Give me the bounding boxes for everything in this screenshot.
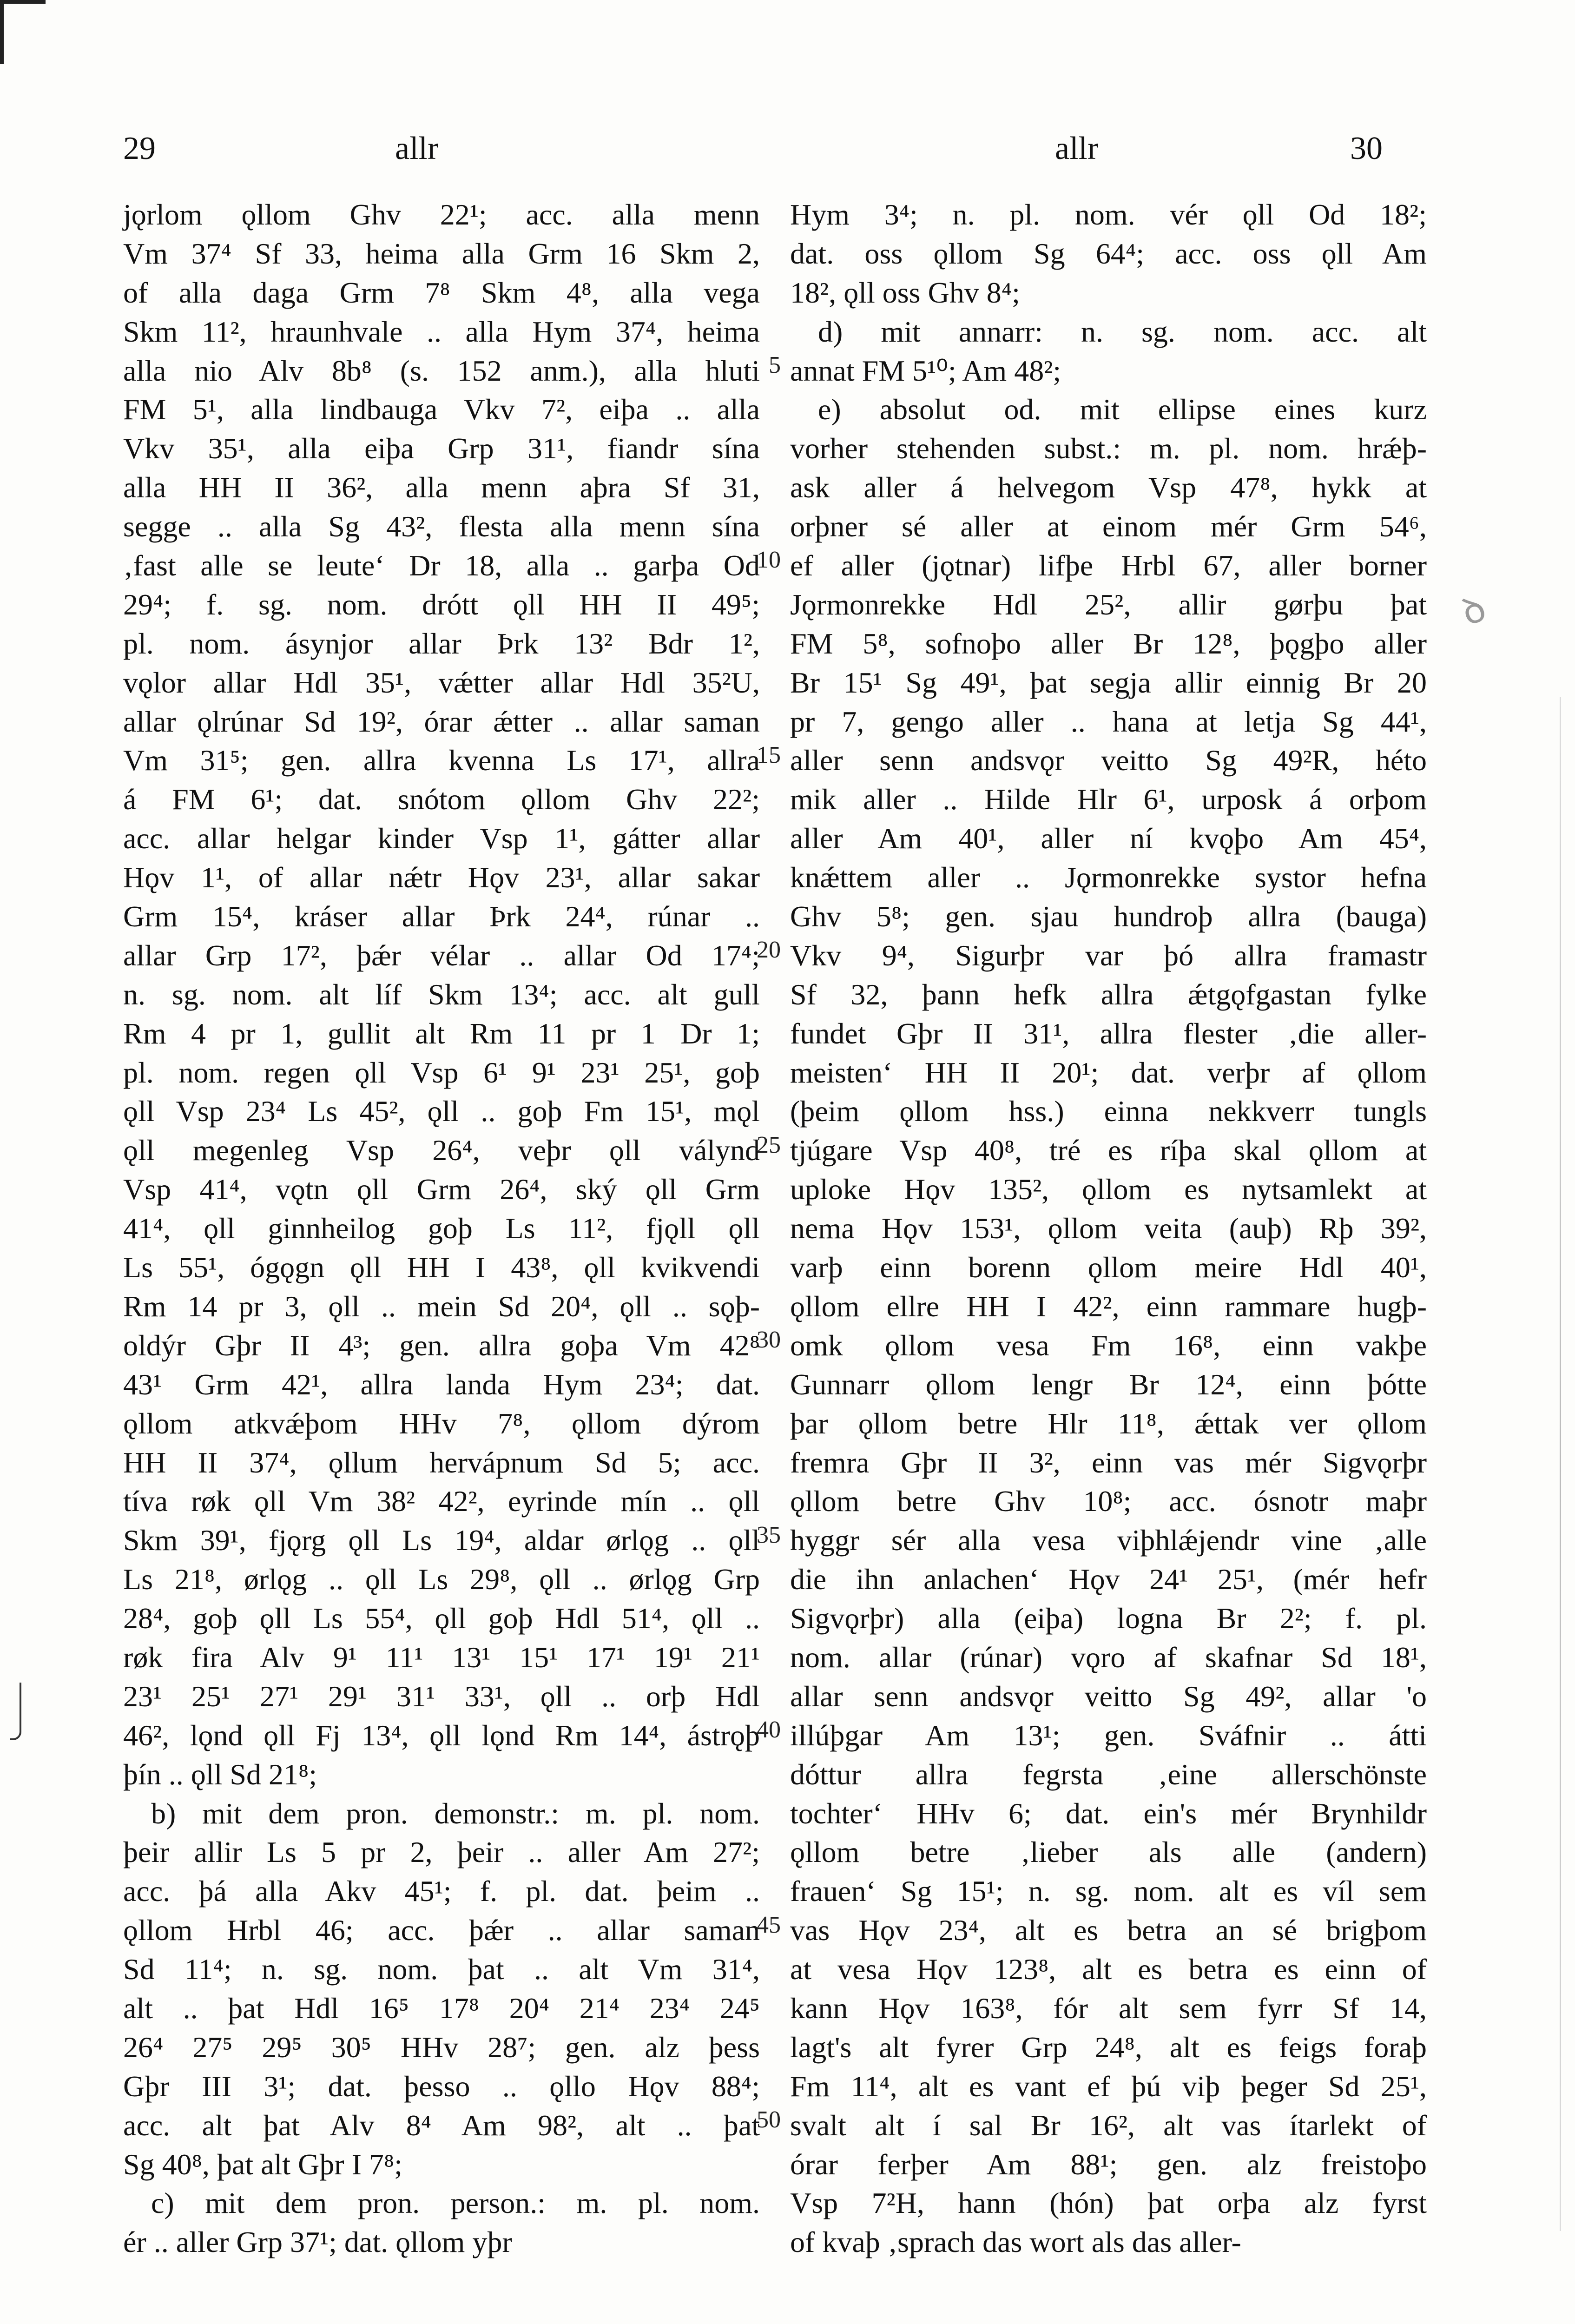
line-number: 30	[757, 1327, 781, 1353]
text-line: þeir allir Ls 5 pr 2, þeir .. aller Am 27²;	[123, 1835, 760, 1869]
text-line: allar Grp 17², þǽr vélar .. allar Od 17⁴;	[123, 938, 760, 972]
text-line: e) absolut od. mit ellipse eines kurz	[818, 393, 1427, 426]
text-line: uploke Hǫv 135², ǫllom es nytsamlekt at	[790, 1173, 1427, 1206]
text-line: oldýr Gþr II 4³; gen. allra goþa Vm 42⁸	[123, 1328, 760, 1362]
text-line: acc. alt þat Alv 8⁴ Am 98², alt .. þat	[123, 2108, 760, 2142]
text-line: nema Hǫv 153¹, ǫllom veita (auþ) Rþ 39²,	[790, 1212, 1427, 1245]
text-line: tjúgare Vsp 40⁸, tré es ríþa skal ǫllom at	[790, 1134, 1427, 1167]
text-line: allar ǫlrúnar Sd 19², órar ǽtter .. allar saman	[123, 705, 760, 738]
text-line: FM 5¹, alla lindbauga Vkv 7², eiþa .. alla	[123, 393, 760, 426]
text-line: dóttur allra fegrsta ‚eine allerschönste	[790, 1757, 1427, 1791]
text-line: vorher stehenden subst.: m. pl. nom. hrǽþ-	[790, 432, 1427, 465]
right-running-title: allr	[1055, 131, 1099, 166]
text-line: HH II 37⁴, ǫllum hervápnum Sd 5; acc.	[123, 1446, 760, 1479]
text-line: pl. nom. regen ǫll Vsp 6¹ 9¹ 23¹ 25¹, goþ	[123, 1056, 760, 1089]
text-line: orþner sé aller at einom mér Grm 54⁶,	[790, 510, 1427, 543]
text-line: jǫrlom ǫllom Ghv 22¹; acc. alla menn	[123, 198, 760, 231]
text-line: 23¹ 25¹ 27¹ 29¹ 31¹ 33¹, ǫll .. orþ Hdl	[123, 1679, 760, 1713]
text-line: acc. allar helgar kinder Vsp 1¹, gátter allar	[123, 822, 760, 855]
text-line: Hym 3⁴; n. pl. nom. vér ǫll Od 18²;	[790, 198, 1427, 231]
text-line: of kvaþ ‚sprach das wort als das aller-	[790, 2225, 1241, 2259]
scan-edge-line	[1560, 697, 1561, 2231]
text-line: Grm 15⁴, kráser allar Þrk 24⁴, rúnar ..	[123, 900, 760, 933]
text-line: mik aller .. Hilde Hlr 6¹, urposk á orþom	[790, 783, 1427, 816]
text-line: knǽttem aller .. Jǫrmonrekke systor hefna	[790, 861, 1427, 894]
right-page-number: 30	[1350, 131, 1383, 166]
text-line: at vesa Hǫv 123⁸, alt es betra es einn of	[790, 1953, 1427, 1986]
text-line: Rm 4 pr 1, gullit alt Rm 11 pr 1 Dr 1;	[123, 1017, 760, 1050]
text-line: kann Hǫv 163⁸, fór alt sem fyrr Sf 14,	[790, 1991, 1427, 2025]
text-line: Sd 11⁴; n. sg. nom. þat .. alt Vm 31⁴,	[123, 1953, 760, 1986]
text-line: ‚fast alle se leute‘ Dr 18, alla .. garþa Od	[123, 549, 760, 582]
text-line: ǫll megenleg Vsp 26⁴, veþr ǫll válynd	[123, 1134, 760, 1167]
text-line: aller senn andsvǫr veitto Sg 49²R, héto	[790, 744, 1427, 777]
text-line: lagt's alt fyrer Grp 24⁸, alt es feigs foraþ	[790, 2030, 1427, 2064]
text-line: Jǫrmonrekke Hdl 25², allir gørþu þat	[790, 588, 1427, 621]
text-line: á FM 6¹; dat. snótom ǫllom Ghv 22²;	[123, 783, 760, 816]
text-line: Sf 32, þann hefk allra ǽtgǫfgastan fylke	[790, 977, 1427, 1011]
text-line: 28⁴, goþ ǫll Ls 55⁴, ǫll goþ Hdl 51⁴, ǫll ..	[123, 1602, 760, 1635]
text-line: Br 15¹ Sg 49¹, þat segja allir einnig Br 20	[790, 666, 1427, 699]
text-line: ǫllom Hrbl 46; acc. þǽr .. allar saman	[123, 1914, 760, 1947]
text-line: segge .. alla Sg 43², flesta alla menn sína	[123, 510, 760, 543]
text-line: die ihn anlachen‘ Hǫv 24¹ 25¹, (mér hefr	[790, 1563, 1427, 1596]
text-line: ér .. aller Grp 37¹; dat. ǫllom yþr	[123, 2225, 512, 2259]
text-line: n. sg. nom. alt líf Skm 13⁴; acc. alt gull	[123, 977, 760, 1011]
text-line: (þeim ǫllom hss.) einna nekkverr tungls	[790, 1095, 1427, 1128]
text-line: fremra Gþr II 3², einn vas mér Sigvǫrþr	[790, 1446, 1427, 1479]
text-line: Gunnarr ǫllom lengr Br 12⁴, einn þótte	[790, 1367, 1427, 1401]
text-line: órar ferþer Am 88¹; gen. alz freistoþo	[790, 2147, 1427, 2181]
text-line: røk fira Alv 9¹ 11¹ 13¹ 15¹ 17¹ 19¹ 21¹	[123, 1640, 760, 1674]
text-line: Vm 37⁴ Sf 33, heima alla Grm 16 Skm 2,	[123, 237, 760, 270]
text-line: Vsp 7²H, hann (hón) þat orþa alz fyrst	[790, 2186, 1427, 2220]
scan-corner-mark	[0, 0, 46, 64]
text-line: ǫllom betre ‚lieber als alle (andern)	[790, 1835, 1427, 1869]
text-line: pr 7, gengo aller .. hana at letja Sg 44¹,	[790, 705, 1427, 738]
text-line: ask aller á helvegom Vsp 47⁸, hykk at	[790, 471, 1427, 504]
text-line: alla HH II 36², alla menn aþra Sf 31,	[123, 471, 760, 504]
text-line: svalt alt í sal Br 16², alt vas ítarlekt of	[790, 2108, 1427, 2142]
text-line: vǫlor allar Hdl 35¹, vǽtter allar Hdl 35²U,	[123, 666, 760, 699]
text-line: ǫll Vsp 23⁴ Ls 45², ǫll .. goþ Fm 15¹, mǫl	[123, 1095, 760, 1128]
text-line: Vsp 41⁴, vǫtn ǫll Grm 26⁴, ský ǫll Grm	[123, 1173, 760, 1206]
text-line: þar ǫllom betre Hlr 11⁸, ǽttak ver ǫllom	[790, 1406, 1427, 1440]
text-line: hyggr sér alla vesa viþhlǽjendr vine ‚alle	[790, 1524, 1427, 1557]
line-number: 10	[757, 547, 781, 574]
text-line: frauen‘ Sg 15¹; n. sg. nom. alt es víl sem	[790, 1875, 1427, 1908]
line-number: 15	[757, 741, 781, 768]
margin-ink-mark: ꝺ	[1456, 586, 1492, 634]
text-line: Fm 11⁴, alt es vant ef þú viþ þeger Sd 25¹,	[790, 2069, 1427, 2103]
text-line: annat FM 5¹⁰; Am 48²;	[790, 354, 1061, 387]
text-line: Vkv 9⁴, Sigurþr var þó allra framastr	[790, 938, 1427, 972]
left-text-column	[123, 195, 760, 2262]
text-line: dat. oss ǫllom Sg 64⁴; acc. oss ǫll Am	[790, 237, 1427, 270]
text-line: 46², lǫnd ǫll Fj 13⁴, ǫll lǫnd Rm 14⁴, ástrǫþ	[123, 1718, 760, 1752]
text-line: Skm 11², hraunhvale .. alla Hym 37⁴, heima	[123, 315, 760, 348]
text-line: of alla daga Grm 7⁸ Skm 4⁸, alla vega	[123, 276, 760, 309]
text-line: Ls 21⁸, ørlǫg .. ǫll Ls 29⁸, ǫll .. ørlǫg Grp	[123, 1563, 760, 1596]
text-line: Sg 40⁸, þat alt Gþr I 7⁸;	[123, 2147, 402, 2181]
text-line: Hǫv 1¹, of allar nǽtr Hǫv 23¹, allar sakar	[123, 861, 760, 894]
text-line: ef aller (jǫtnar) lifþe Hrbl 67, aller borner	[790, 549, 1427, 582]
text-line: Gþr III 3¹; dat. þesso .. ǫllo Hǫv 88⁴;	[123, 2069, 760, 2103]
text-line: Ghv 5⁸; gen. sjau hundroþ allra (bauga)	[790, 900, 1427, 933]
line-number: 35	[757, 1521, 781, 1548]
text-line: Vm 31⁵; gen. allra kvenna Ls 17¹, allra	[123, 744, 760, 777]
text-line: allar senn andsvǫr veitto Sg 49², allar 'o	[790, 1679, 1427, 1713]
text-line: 41⁴, ǫll ginnheilog goþ Ls 11², fjǫll ǫll	[123, 1212, 760, 1245]
text-line: 18², ǫll oss Ghv 8⁴;	[790, 276, 1020, 309]
text-line: Skm 39¹, fjǫrg ǫll Ls 19⁴, aldar ørlǫg .. ǫll	[123, 1524, 760, 1557]
line-number: 20	[757, 937, 781, 964]
text-line: acc. þá alla Akv 45¹; f. pl. dat. þeim ..	[123, 1875, 760, 1908]
text-line: varþ einn borenn ǫllom meire Hdl 40¹,	[790, 1251, 1427, 1284]
right-text-column	[790, 195, 1427, 2262]
text-line: tochter‘ HHv 6; dat. ein's mér Brynhildr	[790, 1796, 1427, 1830]
text-line: meisten‘ HH II 20¹; dat. verþr af ǫllom	[790, 1056, 1427, 1089]
text-line: FM 5⁸, sofnoþo aller Br 12⁸, þǫgþo aller	[790, 627, 1427, 660]
line-number: 5	[769, 351, 781, 378]
margin-bracket	[10, 1683, 21, 1740]
left-page-number: 29	[123, 131, 156, 166]
text-line: omk ǫllom vesa Fm 16⁸, einn vakþe	[790, 1328, 1427, 1362]
text-line: 29⁴; f. sg. nom. drótt ǫll HH II 49⁵;	[123, 588, 760, 621]
text-line: ǫllom betre Ghv 10⁸; acc. ósnotr maþr	[790, 1485, 1427, 1518]
text-line: d) mit annarr: n. sg. nom. acc. alt	[818, 315, 1427, 348]
line-number: 40	[757, 1717, 781, 1743]
left-running-title: allr	[395, 131, 439, 166]
text-line: Vkv 35¹, alla eiþa Grp 31¹, fiandr sína	[123, 432, 760, 465]
line-number: 50	[757, 2106, 781, 2133]
text-line: Ls 55¹, ógǫgn ǫll HH I 43⁸, ǫll kvikvendi	[123, 1251, 760, 1284]
text-line: alt .. þat Hdl 16⁵ 17⁸ 20⁴ 21⁴ 23⁴ 24⁵	[123, 1991, 760, 2025]
text-line: fundet Gþr II 31¹, allra flester ‚die aller-	[790, 1017, 1427, 1050]
text-line: vas Hǫv 23⁴, alt es betra an sé brigþom	[790, 1914, 1427, 1947]
text-line: Sigvǫrþr) alla (eiþa) logna Br 2²; f. pl.	[790, 1602, 1427, 1635]
text-line: 26⁴ 27⁵ 29⁵ 30⁵ HHv 28⁷; gen. alz þess	[123, 2030, 760, 2064]
text-line: þín .. ǫll Sd 21⁸;	[123, 1757, 317, 1791]
text-line: pl. nom. ásynjor allar Þrk 13² Bdr 1²,	[123, 627, 760, 660]
text-line: Rm 14 pr 3, ǫll .. mein Sd 20⁴, ǫll .. sǫþ-	[123, 1289, 760, 1323]
text-line: ǫllom ellre HH I 42², einn rammare hugþ-	[790, 1289, 1427, 1323]
text-line: aller Am 40¹, aller ní kvǫþo Am 45⁴,	[790, 822, 1427, 855]
text-line: tíva røk ǫll Vm 38² 42², eyrinde mín .. ǫll	[123, 1485, 760, 1518]
text-line: ǫllom atkvǽþom HHv 7⁸, ǫllom dýrom	[123, 1406, 760, 1440]
text-line: nom. allar (rúnar) vǫro af skafnar Sd 18¹,	[790, 1640, 1427, 1674]
line-number: 45	[757, 1911, 781, 1938]
text-line: c) mit dem pron. person.: m. pl. nom.	[151, 2186, 760, 2220]
text-line: b) mit dem pron. demonstr.: m. pl. nom.	[151, 1796, 760, 1830]
text-line: alla nio Alv 8b⁸ (s. 152 anm.), alla hluti	[123, 354, 760, 387]
line-number: 25	[757, 1131, 781, 1158]
text-line: 43¹ Grm 42¹, allra landa Hym 23⁴; dat.	[123, 1367, 760, 1401]
text-line: illúþgar Am 13¹; gen. Sváfnir .. átti	[790, 1718, 1427, 1752]
